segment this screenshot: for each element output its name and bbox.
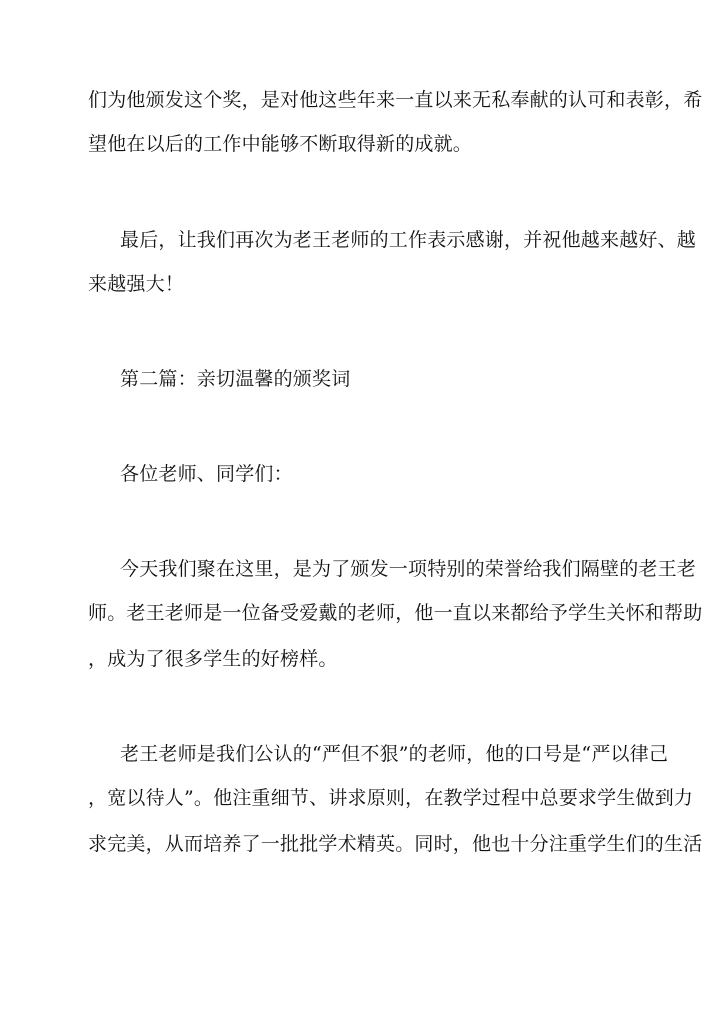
paragraph-2-line-1: 最后，让我们再次为老王老师的工作表示感谢，并祝他越来越好、越 xyxy=(120,229,697,251)
paragraph-1-line-1: 们为他颁发这个奖，是对他这些年来一直以来无私奉献的认可和表彰，希 xyxy=(88,89,703,111)
paragraph-6-line-3: 求完美，从而培养了一批批学术精英。同时，他也十分注重学生们的生活 xyxy=(88,833,703,855)
greeting-line: 各位老师、同学们： xyxy=(120,463,293,485)
paragraph-5-line-3: ，成为了很多学生的好榜样。 xyxy=(88,648,338,670)
paragraph-5-line-2: 师。老王老师是一位备受爱戴的老师，他一直以来都给予学生关怀和帮助 xyxy=(88,602,703,624)
paragraph-1-line-2: 望他在以后的工作中能够不断取得新的成就。 xyxy=(88,133,473,155)
paragraph-5-line-1: 今天我们聚在这里，是为了颁发一项特别的荣誉给我们隔壁的老王老 xyxy=(120,558,697,580)
paragraph-6-line-2: ，宽以待人”。他注重细节、讲求原则，在教学过程中总要求学生做到力 xyxy=(88,787,694,809)
paragraph-2-line-2: 来越强大！ xyxy=(88,273,185,295)
section-heading: 第二篇：亲切温馨的颁奖词 xyxy=(120,368,351,390)
paragraph-6-line-1: 老王老师是我们公认的“严但不狠”的老师，他的口号是“严以律己 xyxy=(120,743,669,765)
